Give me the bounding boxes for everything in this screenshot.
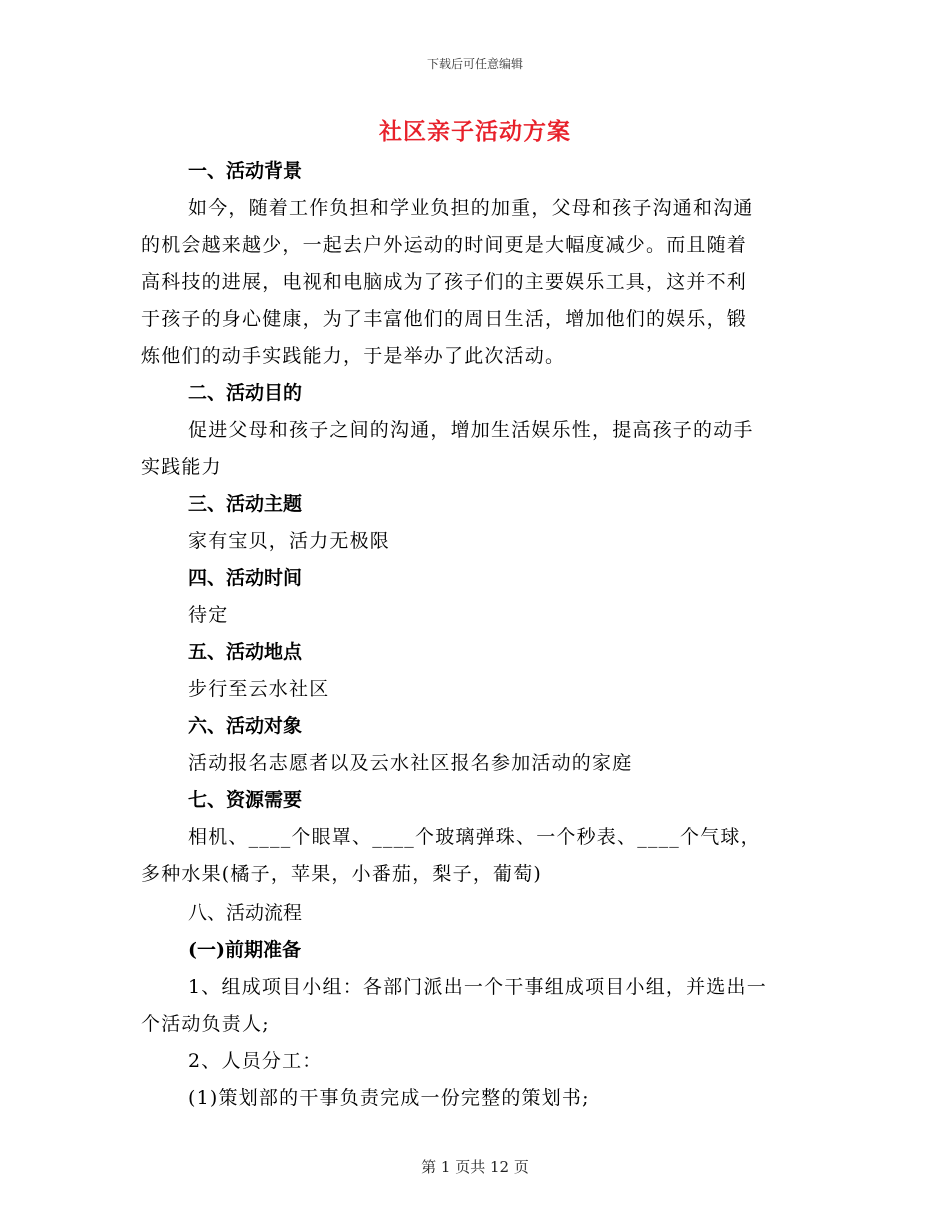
section-heading-location: 五、活动地点	[188, 641, 303, 663]
paragraph-line: 的机会越来越少，一起去户外运动的时间更是大幅度减少。而且随着	[141, 234, 748, 256]
page-footer-number: 第 1 页共 12 页	[421, 1158, 529, 1176]
paragraph-line: 个活动负责人;	[141, 1013, 270, 1035]
section-heading-theme: 三、活动主题	[188, 493, 303, 515]
section-heading-time: 四、活动时间	[188, 567, 303, 589]
paragraph-line: 炼他们的动手实践能力，于是举办了此次活动。	[141, 345, 566, 367]
section-heading-process: 八、活动流程	[188, 902, 303, 924]
paragraph-line: 2、人员分工：	[188, 1050, 323, 1072]
sub-heading-preparation: (一)前期准备	[188, 939, 301, 961]
paragraph-line: 多种水果(橘子，苹果，小番茄，梨子，葡萄)	[141, 863, 543, 885]
section-heading-resources: 七、资源需要	[188, 789, 303, 811]
paragraph-line: 活动报名志愿者以及云水社区报名参加活动的家庭	[188, 752, 633, 774]
paragraph-line: 步行至云水社区	[188, 678, 330, 700]
paragraph-line: 待定	[188, 604, 229, 626]
paragraph-line: (1)策划部的干事负责完成一份完整的策划书;	[188, 1087, 590, 1109]
paragraph-line: 促进父母和孩子之间的沟通，增加生活娱乐性，提高孩子的动手	[188, 419, 754, 441]
section-heading-background: 一、活动背景	[188, 160, 303, 182]
paragraph-line: 1、组成项目小组：各部门派出一个干事组成项目小组，并选出一	[188, 976, 767, 998]
paragraph-line: 高科技的进展，电视和电脑成为了孩子们的主要娱乐工具，这并不利	[141, 271, 748, 293]
page-header-note: 下载后可任意编辑	[426, 57, 523, 71]
paragraph-line: 相机、____个眼罩、____个玻璃弹珠、一个秒表、____个气球，	[188, 826, 761, 848]
paragraph-line: 于孩子的身心健康，为了丰富他们的周日生活，增加他们的娱乐，锻	[141, 308, 748, 330]
paragraph-line: 实践能力	[141, 456, 222, 478]
document-title: 社区亲子活动方案	[379, 118, 571, 145]
paragraph-line: 家有宝贝，活力无极限	[188, 530, 391, 552]
section-heading-purpose: 二、活动目的	[188, 382, 303, 404]
paragraph-line: 如今，随着工作负担和学业负担的加重，父母和孩子沟通和沟通	[188, 197, 754, 219]
section-heading-audience: 六、活动对象	[188, 715, 303, 737]
